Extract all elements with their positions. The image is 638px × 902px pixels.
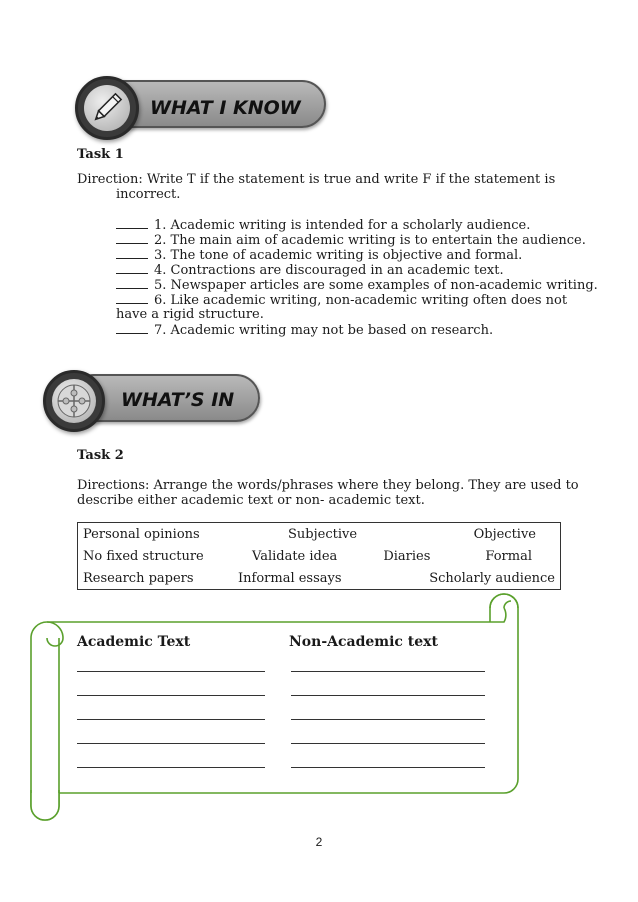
list-item: 7. Academic writing may not be based on research.: [116, 322, 493, 338]
task1-label: Task 1: [77, 147, 124, 162]
answer-line[interactable]: [291, 719, 485, 720]
word-cell: No fixed structure: [83, 548, 204, 564]
whats-in-title: WHAT’S IN: [121, 389, 235, 411]
word-cell: Research papers: [83, 570, 194, 586]
list-item: 3. The tone of academic writing is objective and formal.: [116, 247, 522, 263]
answer-line[interactable]: [291, 695, 485, 696]
word-cell: Formal: [485, 548, 532, 564]
list-item: 5. Newspaper articles are some examples of non-academic writing.: [116, 277, 598, 293]
list-item: 6. Like academic writing, non-academic writing often does not: [116, 292, 567, 308]
word-cell: Informal essays: [238, 570, 342, 586]
answer-line[interactable]: [77, 767, 265, 768]
answer-line[interactable]: [291, 743, 485, 744]
non-academic-text-header: Non-Academic text: [289, 634, 438, 650]
answer-line[interactable]: [77, 671, 265, 672]
task1-direction: Direction: Write T if the statement is true and write F if the statement is: [77, 172, 556, 187]
what-i-know-title: WHAT I KNOW: [150, 97, 301, 119]
answer-line[interactable]: [77, 695, 265, 696]
academic-text-header: Academic Text: [77, 634, 191, 650]
task2-label: Task 2: [77, 448, 124, 463]
list-item: 4. Contractions are discouraged in an academic text.: [116, 262, 504, 278]
word-cell: Objective: [473, 526, 536, 542]
page-number: 2: [315, 835, 323, 849]
word-cell: Scholarly audience: [429, 570, 555, 586]
task1-direction-cont: incorrect.: [116, 187, 181, 202]
answer-line[interactable]: [291, 767, 485, 768]
list-item: 2. The main aim of academic writing is to entertain the audience.: [116, 232, 586, 248]
word-cell: Diaries: [383, 548, 431, 564]
answer-line[interactable]: [291, 671, 485, 672]
word-cell: Subjective: [288, 526, 358, 542]
list-item: 1. Academic writing is intended for a scholarly audience.: [116, 217, 530, 233]
word-cell: Personal opinions: [83, 526, 200, 542]
task2-directions-cont: describe either academic text or non- academic text.: [77, 493, 425, 508]
word-cell: Validate idea: [252, 548, 338, 564]
answer-line[interactable]: [77, 719, 265, 720]
task2-directions: Directions: Arrange the words/phrases where they belong. They are used to: [77, 478, 579, 493]
list-item-continuation: have a rigid structure.: [116, 307, 264, 322]
answer-line[interactable]: [77, 743, 265, 744]
